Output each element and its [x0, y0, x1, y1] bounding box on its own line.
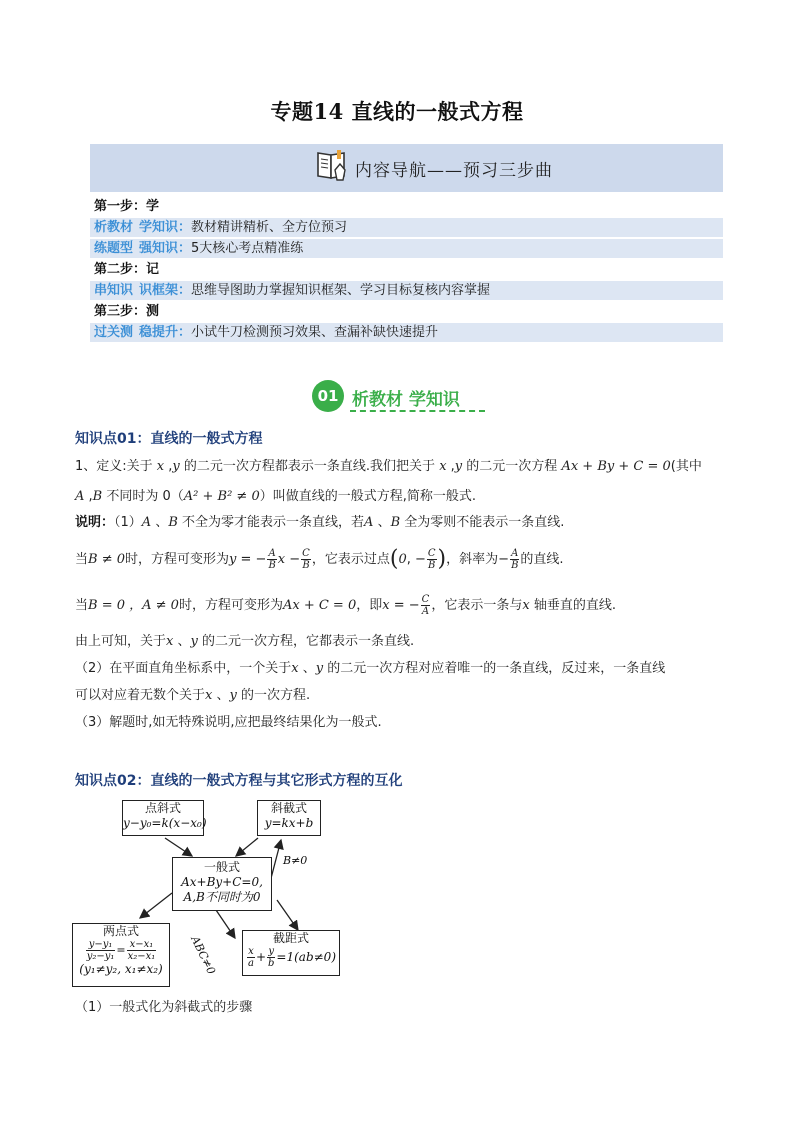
section-underline	[350, 410, 485, 412]
point-slope-box	[122, 800, 207, 836]
nav-row-study	[90, 218, 723, 237]
text: ，它表示过点	[311, 552, 390, 567]
intercept-formula: $\frac{x}{a}$ + $\frac{y}{b}$ =1(ab≠0)	[247, 946, 336, 969]
section-header	[312, 380, 487, 414]
definition-line-2: A ,B 不同时为 0（A² + B² ≠ 0）叫做直线的一般式方程,简称一般式.	[75, 489, 476, 504]
nav-step-2	[90, 260, 723, 279]
navigation-panel	[90, 144, 723, 342]
general-form-box	[172, 857, 272, 911]
nav-row-practice	[90, 239, 723, 258]
text: 的一次方程.	[241, 688, 311, 703]
text: 的二元一次方程都表示一条直线.我们把关于	[183, 459, 436, 474]
two-point-name: 两点式	[102, 924, 139, 938]
nav-step-label: 第一步：学	[94, 199, 160, 214]
definition-line: 1、定义:关于 x ,y 的二元一次方程都表示一条直线.我们把关于 x ,y 的二元一次方程 Ax + By + C = 0(其中	[75, 459, 702, 474]
two-point-box	[72, 923, 170, 987]
text: 全为零则不能表示一条直线.	[404, 515, 565, 530]
condition-equation: A² + B² ≠ 0	[183, 489, 260, 504]
condition: B = 0 ，A ≠ 0	[88, 598, 179, 613]
two-point-condition: (y₁≠y₂, x₁≠x₂)	[79, 962, 163, 976]
text: 轴垂直的直线.	[533, 598, 616, 613]
conversion-diagram	[70, 798, 360, 993]
nav-row-framework	[90, 281, 723, 300]
text: ，它表示一条与	[431, 598, 523, 613]
text: 可以对应着无数个关于	[75, 688, 206, 703]
knowledge-point-title: 知识点01：直线的一般式方程	[75, 431, 263, 447]
nav-step-3	[90, 302, 723, 321]
fraction: $\frac{C}{A}$	[421, 594, 430, 617]
point-slope-name: 点斜式	[144, 801, 181, 815]
general-form-condition: A,B不同时为0	[183, 890, 261, 904]
text: 1、定义:关于	[75, 459, 153, 474]
nav-description: 小试牛刀检测预习效果、查漏补缺快速提升	[191, 325, 439, 340]
note-line: 说明：（1）A 、B 不全为零才能表示一条直线，若A 、B 全为零则不能表示一条直线.	[75, 515, 565, 530]
book-icon	[315, 148, 351, 182]
section-number-badge: 01	[312, 380, 344, 412]
fraction: $\frac{A}{B}$	[511, 548, 519, 571]
text: 时，方程可变形为	[178, 598, 283, 613]
point-3-line: （3）解题时,如无特殊说明,应把最终结果化为一般式.	[75, 715, 382, 730]
navigation-header	[90, 144, 723, 192]
nav-row-test	[90, 323, 723, 342]
text: 时，方程可变形为	[125, 552, 230, 567]
text: （1）	[114, 515, 142, 530]
slope-intercept-formula: y=kx+b	[264, 816, 314, 830]
fraction: $\frac{C}{B}$	[427, 548, 436, 571]
nav-keyword: 练题型	[94, 241, 134, 256]
note-label: 说明：	[75, 515, 115, 530]
step-1-line: （1）一般式化为斜截式的步骤	[75, 1000, 253, 1015]
knowledge-point-title: 知识点02：直线的一般式方程与其它形式方程的互化	[75, 773, 403, 789]
text: 由上可知，关于	[75, 634, 167, 649]
slope-intercept-name: 斜截式	[270, 801, 307, 815]
nav-keyword: 串知识	[94, 283, 134, 298]
general-form-formula: Ax+By+C=0,	[181, 875, 263, 889]
text: 的二元一次方程，它都表示一条直线.	[202, 634, 415, 649]
intercept-condition: =1(ab≠0)	[276, 950, 336, 964]
text: 的直线.	[520, 552, 564, 567]
nav-step-1	[90, 197, 723, 216]
text: ，即	[356, 598, 383, 613]
intercept-box	[242, 930, 340, 976]
two-point-formula: $\frac{\text{y−y₁}}{\text{y₂−y₁}}$ = $\frac{\text{x−x₁}}{\text{x₂−x₁}}$	[86, 939, 156, 962]
nav-keyword: 强知识：	[139, 241, 192, 256]
case-b-zero: 当B = 0 ，A ≠ 0时，方程可变形为Ax + C = 0，即x = − $\frac{C}{A}$ ，它表示一条与x 轴垂直的直线.	[75, 594, 616, 617]
point-2-line-2: 可以对应着无数个关于x 、y 的一次方程.	[75, 688, 311, 703]
nav-step-label: 第二步：记	[94, 262, 160, 277]
equation: Ax + C = 0	[282, 598, 357, 613]
text: 的二元一次方程对应着唯一的一条直线，反过来，一条直线	[327, 661, 666, 676]
navigation-heading	[315, 146, 575, 186]
nav-description: 教材精讲精析、全方位预习	[191, 220, 348, 235]
point-2-line-1: （2）在平面直角坐标系中，一个关于x 、y 的二元一次方程对应着唯一的一条直线，反过来，一条直线	[75, 661, 666, 676]
slope-intercept-box	[257, 800, 321, 836]
text: 当	[75, 598, 89, 613]
text: 不全为零才能表示一条直线，若	[182, 515, 365, 530]
navigation-heading-text: 内容导航——预习三步曲	[355, 161, 553, 181]
intercept-name: 截距式	[272, 931, 309, 945]
general-equation: Ax + By + C = 0	[561, 459, 671, 474]
text: （2）在平面直角坐标系中，一个关于	[75, 661, 292, 676]
nav-description: 思维导图助力掌握知识框架、学习目标复核内容掌握	[191, 283, 491, 298]
section-label: 析教材 学知识	[352, 390, 460, 410]
text: ，斜率为	[446, 552, 499, 567]
text: ）叫做直线的一般式方程,简称一般式.	[259, 489, 476, 504]
nav-keyword: 学知识：	[139, 220, 192, 235]
nav-keyword: 稳提升：	[139, 325, 192, 340]
nav-step-label: 第三步：测	[94, 304, 160, 319]
nav-keyword: 过关测	[94, 325, 134, 340]
nav-keyword: 识框架：	[139, 283, 192, 298]
label-abc-nonzero: ABC≠0	[188, 934, 218, 977]
text: 不同时为 0（	[106, 489, 184, 504]
text: 当	[75, 552, 89, 567]
general-form-name: 一般式	[203, 860, 240, 874]
condition: B ≠ 0	[88, 552, 125, 567]
document-title: 专题14 直线的一般式方程	[270, 99, 524, 124]
text: 的二元一次方程	[466, 459, 558, 474]
fraction: $\frac{A}{B}$	[268, 548, 276, 571]
nav-keyword: 析教材	[94, 220, 134, 235]
fraction: $\frac{C}{B}$	[302, 548, 310, 571]
label-b-nonzero: B≠0	[283, 854, 308, 867]
text: (其中	[670, 459, 702, 474]
nav-description: 5大核心考点精准练	[191, 241, 304, 256]
conclusion-line: 由上可知，关于x 、y 的二元一次方程，它都表示一条直线.	[75, 634, 415, 649]
case-b-nonzero: 当B ≠ 0时，方程可变形为y = − $\frac{A}{B}$ x − $\frac{C}{B}$ ，它表示过点(0, − $\frac{C}{B}$ )，斜率为− $\frac{A}{B}$ 的直线.	[75, 546, 564, 572]
point-slope-formula: y−y₀=k(x−x₀)	[123, 816, 207, 830]
